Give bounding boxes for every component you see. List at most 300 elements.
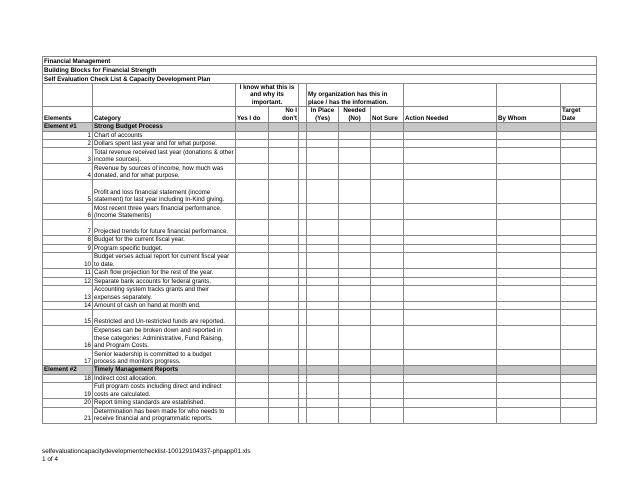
cell[interactable] [299,253,307,269]
cell[interactable] [561,140,597,148]
item-number[interactable]: 2 [43,140,93,148]
cell[interactable] [299,383,307,399]
item-text[interactable]: Total revenue received last year (donations & other income sources). [94,148,234,164]
cell[interactable] [307,302,339,310]
element-row [43,123,597,131]
cell[interactable] [236,407,269,423]
cell[interactable] [236,326,269,350]
cell[interactable] [307,310,339,326]
cell[interactable] [299,107,307,123]
cell[interactable] [497,131,561,139]
cell[interactable] [307,204,339,220]
checklist-item-row [43,244,597,252]
cell[interactable] [561,269,597,277]
checklist-item-row [43,407,597,423]
item-number[interactable]: 11 [43,269,93,277]
cell[interactable] [307,269,339,277]
cell[interactable] [236,366,269,374]
cell[interactable] [339,407,371,423]
cell[interactable] [561,236,597,244]
header-not-sure[interactable]: Not Sure [371,107,404,123]
cell[interactable] [339,140,371,148]
checklist-item-row [43,148,597,164]
page-footer [42,448,251,464]
cell[interactable] [307,366,339,374]
cell[interactable] [404,310,497,326]
cell[interactable] [371,204,404,220]
cell[interactable] [269,310,299,326]
cell[interactable] [236,220,269,236]
checklist-item-row [43,383,597,399]
cell[interactable] [307,399,339,407]
cell[interactable] [307,140,339,148]
header-action-needed[interactable]: Action Needed [404,107,497,123]
cell[interactable] [299,140,307,148]
item-number[interactable]: 1 [43,131,93,139]
checklist-item-row [43,310,597,326]
cell[interactable] [339,180,371,204]
cell[interactable] [497,180,561,204]
cell[interactable] [307,277,339,285]
cell[interactable] [561,383,597,399]
title-row [43,57,597,66]
item-number[interactable]: 14 [43,302,93,310]
element-label[interactable]: Element #2 [43,366,93,374]
cell[interactable] [371,131,404,139]
cell[interactable] [236,269,269,277]
cell[interactable] [269,131,299,139]
cell[interactable] [236,253,269,269]
cell[interactable] [404,399,497,407]
cell[interactable] [561,350,597,366]
cell[interactable] [497,140,561,148]
cell[interactable] [299,326,307,350]
cell[interactable] [269,164,299,180]
header-elements[interactable]: Elements [43,107,93,123]
cell[interactable] [299,399,307,407]
cell[interactable] [307,123,339,131]
cell[interactable] [404,180,497,204]
title-financial-management[interactable]: Financial Management [43,57,597,66]
cell[interactable] [561,180,597,204]
cell[interactable] [236,374,269,382]
item-text[interactable]: Report timing standards are established. [93,399,236,407]
cell[interactable] [236,383,269,399]
cell[interactable] [299,374,307,382]
item-number[interactable]: 4 [43,164,93,180]
cell[interactable] [236,244,269,252]
cell[interactable] [561,366,597,374]
cell[interactable] [371,326,404,350]
cell[interactable] [236,123,269,131]
cell[interactable] [371,399,404,407]
cell[interactable] [299,277,307,285]
item-number[interactable]: 13 [43,286,93,302]
cell[interactable] [404,123,497,131]
cell[interactable] [404,302,497,310]
cell[interactable] [339,366,371,374]
cell[interactable] [339,326,371,350]
cell[interactable] [404,407,497,423]
checklist-item-row [43,236,597,244]
cell[interactable] [307,253,339,269]
cell[interactable] [236,204,269,220]
cell[interactable] [404,164,497,180]
cell[interactable] [497,286,561,302]
cell[interactable] [299,148,307,164]
cell[interactable] [236,286,269,302]
cell[interactable] [561,164,597,180]
cell[interactable] [43,84,93,107]
header-category[interactable]: Category [93,107,236,123]
cell[interactable] [299,366,307,374]
item-number[interactable]: 17 [43,350,93,366]
cell[interactable] [561,399,597,407]
cell[interactable] [269,220,299,236]
group-header-row [43,84,597,107]
cell[interactable] [299,84,307,107]
element-label[interactable]: Element #1 [43,123,93,131]
cell[interactable] [299,164,307,180]
cell[interactable] [371,407,404,423]
cell[interactable] [561,326,597,350]
cell[interactable] [269,277,299,285]
cell[interactable] [299,244,307,252]
cell[interactable] [371,123,404,131]
item-text[interactable]: Restricted and Un-restricted funds are reported. [93,310,236,326]
cell[interactable] [371,286,404,302]
cell[interactable] [236,399,269,407]
item-number[interactable]: 3 [43,148,93,164]
cell[interactable] [371,374,404,382]
item-text[interactable]: Determination has been made for who needs to receive financial and programmatic reports. [93,407,236,423]
cell[interactable] [497,399,561,407]
cell[interactable] [339,148,371,164]
cell[interactable] [497,277,561,285]
cell[interactable] [497,244,561,252]
cell[interactable] [497,350,561,366]
checklist-item-row [43,131,597,139]
cell[interactable] [497,204,561,220]
header-in-place[interactable]: In Place (Yes) [307,107,339,123]
checklist-item-row [43,140,597,148]
cell[interactable] [404,366,497,374]
cell[interactable] [269,366,299,374]
cell[interactable] [497,148,561,164]
checklist-item-row [43,253,597,269]
item-number[interactable]: 7 [43,220,93,236]
item-number[interactable]: 6 [43,204,93,220]
item-number[interactable]: 21 [43,407,93,423]
title-row [43,66,597,75]
checklist-item-row [43,269,597,277]
item-number[interactable]: 8 [43,236,93,244]
checklist-item-row [43,180,597,204]
cell[interactable] [404,148,497,164]
cell[interactable] [371,383,404,399]
checklist-item-row [43,326,597,350]
item-text[interactable]: Revenue by sources of income, how much was donated, and for what purpose. [93,164,236,180]
checklist-item-row [43,302,597,310]
item-text[interactable]: Dollars spent last year and for what purpose. [93,140,236,148]
cell[interactable] [307,286,339,302]
cell[interactable] [236,180,269,204]
item-number[interactable]: 20 [43,399,93,407]
cell[interactable] [404,204,497,220]
cell[interactable] [307,374,339,382]
footer-page-number: 1 of 4 [42,456,58,464]
cell[interactable] [561,123,597,131]
cell[interactable] [561,302,597,310]
cell[interactable] [269,302,299,310]
cell[interactable] [371,350,404,366]
cell[interactable] [497,326,561,350]
cell[interactable] [371,277,404,285]
header-yes-i-do[interactable]: Yes I do [236,107,269,123]
cell[interactable] [404,277,497,285]
cell[interactable] [371,244,404,252]
cell[interactable] [404,253,497,269]
checklist-item-row [43,164,597,180]
cell[interactable] [497,383,561,399]
cell[interactable] [269,350,299,366]
item-number[interactable]: 12 [43,277,93,285]
cell[interactable] [236,310,269,326]
item-text[interactable]: Accounting system tracks grants and their expenses separately. [93,286,236,302]
cell[interactable] [561,310,597,326]
cell[interactable] [269,123,299,131]
element-row [43,366,597,374]
cell[interactable] [307,326,339,350]
cell[interactable] [93,84,236,107]
cell[interactable] [404,236,497,244]
cell[interactable] [561,131,597,139]
checklist-item-row [43,204,597,220]
cell[interactable] [299,269,307,277]
cell[interactable] [497,374,561,382]
cell[interactable] [371,236,404,244]
header-by-whom[interactable]: By Whom [497,107,561,123]
header-target-date[interactable]: Target Date [561,107,597,123]
cell[interactable] [404,220,497,236]
cell[interactable] [497,253,561,269]
item-text[interactable]: Full program costs including direct and indirect costs are calculated. [93,383,236,399]
cell[interactable] [497,236,561,244]
item-text[interactable]: Budget for the current fiscal year. [93,236,236,244]
cell[interactable] [299,131,307,139]
cell[interactable] [299,236,307,244]
cell[interactable] [561,407,597,423]
cell[interactable] [371,253,404,269]
cell[interactable] [404,374,497,382]
cell[interactable] [307,350,339,366]
cell[interactable] [307,236,339,244]
item-text[interactable]: Chart of accounts [93,131,236,139]
item-text[interactable]: Most recent three years financial performance. (Income Statements) [93,204,236,220]
cell[interactable] [339,286,371,302]
cell[interactable] [339,350,371,366]
title-building-blocks[interactable]: Building Blocks for Financial Strength [43,66,597,75]
cell[interactable] [299,286,307,302]
cell[interactable] [269,180,299,204]
cell[interactable] [307,383,339,399]
cell[interactable] [269,407,299,423]
item-text[interactable]: Indirect cost allocation. [93,374,236,382]
cell[interactable] [561,253,597,269]
cell[interactable] [307,164,339,180]
cell[interactable] [371,310,404,326]
cell[interactable] [404,269,497,277]
cell[interactable] [339,383,371,399]
item-text[interactable]: Budget verses actual report for current fiscal year to date. [93,253,236,269]
cell[interactable] [269,269,299,277]
cell[interactable] [339,164,371,180]
item-number[interactable]: 19 [43,383,93,399]
cell[interactable] [269,374,299,382]
title-self-evaluation[interactable]: Self Evaluation Check List & Capacity Development Plan [43,75,597,84]
cell[interactable] [236,148,269,164]
cell[interactable] [236,236,269,244]
cell[interactable] [269,204,299,220]
cell[interactable] [236,140,269,148]
cell[interactable] [299,180,307,204]
cell[interactable] [404,326,497,350]
header-no-i-dont[interactable]: No I don't [269,107,299,123]
cell[interactable] [307,131,339,139]
cell[interactable] [497,407,561,423]
cell[interactable] [299,310,307,326]
cell[interactable] [339,131,371,139]
group-header-know[interactable]: I know what this is and why its important. [236,84,299,107]
cell[interactable] [404,84,497,107]
header-needed[interactable]: Needed (No) [339,107,371,123]
cell[interactable] [561,244,597,252]
cell[interactable] [236,131,269,139]
cell[interactable] [561,286,597,302]
cell[interactable] [371,180,404,204]
cell[interactable] [299,204,307,220]
cell[interactable] [299,123,307,131]
cell[interactable] [299,220,307,236]
cell[interactable] [236,164,269,180]
cell[interactable] [339,236,371,244]
item-number[interactable]: 10 [43,253,93,269]
cell[interactable] [339,220,371,236]
group-header-org[interactable]: My organization has this in place / has the information. [307,84,404,107]
cell[interactable] [497,164,561,180]
item-text[interactable]: Program specific budget. [93,244,236,252]
cell[interactable] [561,374,597,382]
cell[interactable] [269,399,299,407]
element-category[interactable]: Timely Management Reports [93,366,236,374]
cell[interactable] [404,244,497,252]
cell[interactable] [371,366,404,374]
cell[interactable] [269,326,299,350]
cell[interactable] [497,269,561,277]
cell[interactable] [404,350,497,366]
cell[interactable] [371,220,404,236]
item-number[interactable]: 9 [43,244,93,252]
cell[interactable] [236,302,269,310]
cell[interactable] [371,269,404,277]
cell[interactable] [269,236,299,244]
item-number[interactable]: 16 [43,326,93,350]
cell[interactable] [339,123,371,131]
cell[interactable] [561,204,597,220]
cell[interactable] [307,180,339,204]
cell[interactable] [307,244,339,252]
cell[interactable] [497,84,561,107]
item-text[interactable]: Expenses can be broken down and reported in these categories: Administrative, Fund Raising, and Program Costs. [93,326,236,350]
cell[interactable] [269,253,299,269]
cell[interactable] [339,310,371,326]
item-text[interactable]: Profit and loss financial statement (income statement) for last year including In-Kind giving. [93,180,236,204]
cell[interactable] [299,350,307,366]
cell[interactable] [497,123,561,131]
cell[interactable] [371,148,404,164]
cell[interactable] [561,277,597,285]
column-header-row [43,107,597,123]
cell[interactable] [404,383,497,399]
cell[interactable] [339,204,371,220]
cell[interactable] [497,310,561,326]
cell[interactable] [269,286,299,302]
cell[interactable] [269,148,299,164]
item-text[interactable]: Senior leadership is committed to a budget process and monitors progress. [93,350,236,366]
cell[interactable] [339,302,371,310]
item-number[interactable]: 15 [43,310,93,326]
cell[interactable] [339,253,371,269]
cell[interactable] [404,131,497,139]
cell[interactable] [371,302,404,310]
cell[interactable] [269,244,299,252]
cell[interactable] [339,277,371,285]
item-text[interactable]: Amount of cash on hand at month end. [93,302,236,310]
cell[interactable] [404,140,497,148]
cell[interactable] [371,140,404,148]
element-category[interactable]: Strong Budget Process [93,123,236,131]
cell[interactable] [299,407,307,423]
cell[interactable] [339,374,371,382]
title-row [43,75,597,84]
cell[interactable] [561,220,597,236]
cell[interactable] [236,277,269,285]
cell[interactable] [339,244,371,252]
item-number[interactable]: 18 [43,374,93,382]
cell[interactable] [561,84,597,107]
item-text[interactable]: Projected trends for future financial performance. [93,220,236,236]
cell[interactable] [339,399,371,407]
cell[interactable] [497,366,561,374]
checklist-item-row [43,399,597,407]
item-number[interactable]: 5 [43,180,93,204]
item-text[interactable]: Cash flow projection for the rest of the year. [93,269,236,277]
cell[interactable] [236,350,269,366]
cell[interactable] [307,220,339,236]
cell[interactable] [404,286,497,302]
cell[interactable] [371,164,404,180]
cell[interactable] [269,140,299,148]
cell[interactable] [339,269,371,277]
cell[interactable] [299,302,307,310]
cell[interactable] [307,407,339,423]
cell[interactable] [269,383,299,399]
cell[interactable] [307,148,339,164]
cell[interactable] [497,220,561,236]
cell[interactable] [561,148,597,164]
item-text[interactable]: Separate bank accounts for federal grants. [93,277,236,285]
cell[interactable] [497,302,561,310]
